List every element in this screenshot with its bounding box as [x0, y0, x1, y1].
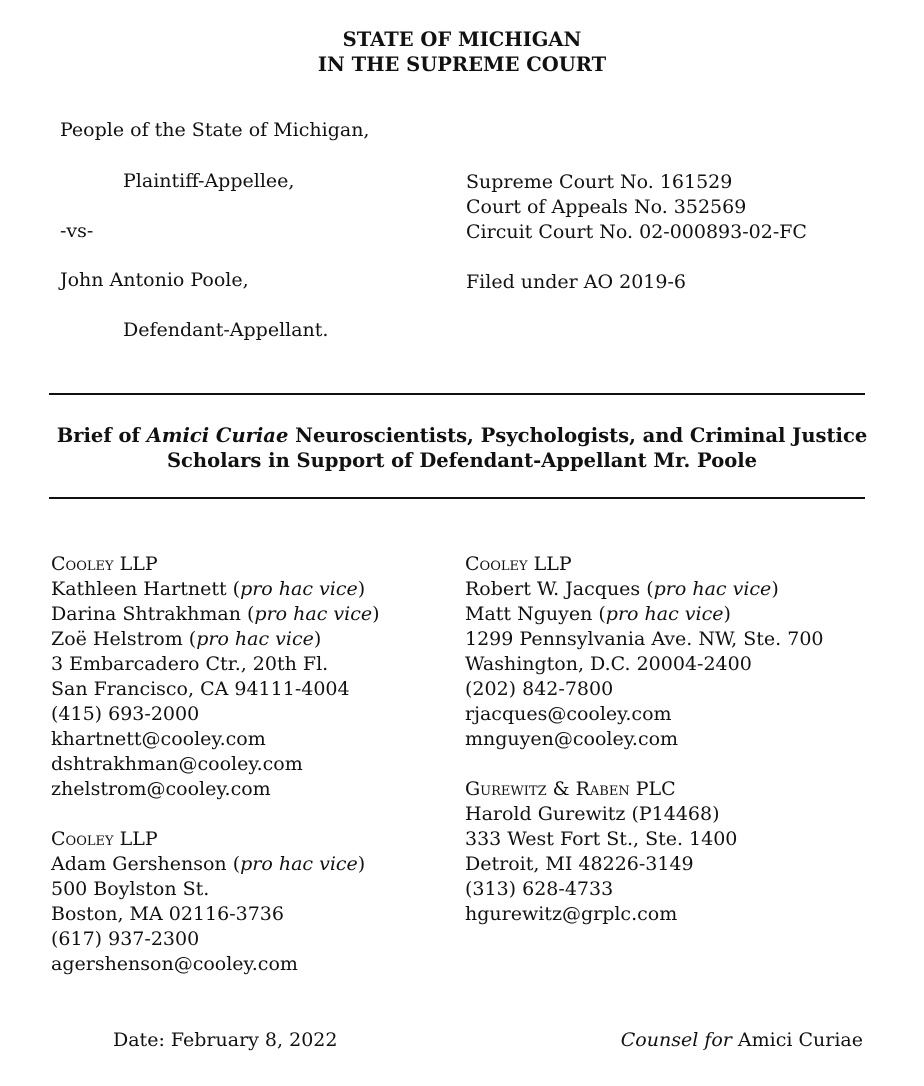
attorney-name: Harold Gurewitz (P14468): [465, 803, 720, 825]
attorney-line: [465, 802, 824, 827]
attorney-name: Adam Gershenson: [51, 853, 227, 875]
counsel-block: [465, 777, 824, 927]
pro-hac-vice-label: pro hac vice: [240, 578, 358, 600]
plaintiff-role: Plaintiff-Appellee,: [123, 170, 295, 192]
contact-line: rjacques@cooley.com: [465, 703, 672, 725]
circuit-court-number: Circuit Court No. 02-000893-02-FC: [466, 221, 807, 243]
counsel-block: [51, 827, 380, 977]
attorney-line: Kathleen Hartnett (pro hac vice): [51, 578, 366, 600]
counsel-for-rest: Amici Curiae: [731, 1029, 863, 1051]
law-firm-name: Cooley LLP: [465, 553, 572, 575]
defendant-role: Defendant-Appellant.: [123, 319, 329, 341]
brief-title-line-2: Scholars in Support of Defendant-Appellant Mr. Poole: [166, 449, 758, 472]
filing-date: Date: February 8, 2022: [113, 1029, 338, 1051]
contact-line: 1299 Pennsylvania Ave. NW, Ste. 700: [465, 628, 824, 650]
filed-under: Filed under AO 2019-6: [466, 271, 686, 293]
contact-line: (415) 693-2000: [51, 703, 200, 725]
law-firm-name: Gurewitz & Raben PLC: [465, 778, 676, 800]
attorney-line: Robert W. Jacques (pro hac vice): [465, 578, 779, 600]
attorney-name: Kathleen Hartnett: [51, 578, 227, 600]
pro-hac-vice-label: pro hac vice: [254, 603, 373, 625]
case-numbers: [466, 170, 807, 295]
title-prefix: Brief of: [56, 424, 147, 447]
versus-label: -vs-: [60, 220, 94, 242]
attorney-line: Adam Gershenson (pro hac vice): [51, 853, 366, 875]
plaintiff-name: People of the State of Michigan,: [60, 119, 370, 141]
contact-line: San Francisco, CA 94111-4004: [51, 678, 350, 700]
counsel-signature: [621, 1028, 863, 1053]
counsel-for-label: Counsel for: [620, 1029, 732, 1051]
law-firm-name: Cooley LLP: [51, 553, 158, 575]
court-heading: IN THE SUPREME COURT: [317, 53, 607, 76]
brief-title: [0, 423, 924, 473]
attorney-name: Darina Shtrakhman: [51, 603, 241, 625]
attorney-name: Matt Nguyen: [465, 603, 593, 625]
law-firm-name: Cooley LLP: [51, 828, 158, 850]
bottom-rule: [49, 497, 865, 499]
court-header: [0, 27, 924, 77]
contact-line: mnguyen@cooley.com: [465, 728, 679, 750]
counsel-column-left: [51, 552, 380, 1002]
contact-line: hgurewitz@grplc.com: [465, 903, 678, 925]
pro-hac-vice-label: pro hac vice: [240, 853, 358, 875]
contact-line: (313) 628-4733: [465, 878, 614, 900]
attorney-name: Robert W. Jacques: [465, 578, 641, 600]
attorney-line: Matt Nguyen (pro hac vice): [465, 603, 731, 625]
contact-line: 333 West Fort St., Ste. 1400: [465, 828, 738, 850]
pro-hac-vice-label: pro hac vice: [196, 628, 314, 650]
pro-hac-vice-label: pro hac vice: [653, 578, 772, 600]
state-heading: STATE OF MICHIGAN: [342, 28, 582, 51]
title-amici-curiae: Amici Curiae: [146, 424, 289, 447]
appeals-court-number: Court of Appeals No. 352569: [466, 196, 747, 218]
contact-line: zhelstrom@cooley.com: [51, 778, 271, 800]
title-line1-rest: Neuroscientists, Psychologists, and Criminal Justice: [288, 424, 868, 447]
contact-line: Washington, D.C. 20004-2400: [465, 653, 752, 675]
contact-line: khartnett@cooley.com: [51, 728, 266, 750]
contact-line: (202) 842-7800: [465, 678, 614, 700]
supreme-court-number: Supreme Court No. 161529: [466, 171, 733, 193]
counsel-block: [465, 552, 824, 752]
contact-line: 3 Embarcadero Ctr., 20th Fl.: [51, 653, 329, 675]
top-rule: [49, 393, 865, 395]
contact-line: agershenson@cooley.com: [51, 953, 298, 975]
brief-title-line-1: [0, 423, 924, 448]
contact-line: Boston, MA 02116-3736: [51, 903, 284, 925]
counsel-column-right: [465, 552, 824, 952]
contact-line: 500 Boylston St.: [51, 878, 210, 900]
defendant-name: John Antonio Poole,: [60, 269, 249, 291]
attorney-line: Darina Shtrakhman (pro hac vice): [51, 603, 380, 625]
contact-line: Detroit, MI 48226-3149: [465, 853, 694, 875]
attorney-line: Zoë Helstrom (pro hac vice): [51, 628, 322, 650]
attorney-name: Zoë Helstrom: [51, 628, 183, 650]
contact-line: (617) 937-2300: [51, 928, 200, 950]
counsel-block: [51, 552, 380, 802]
contact-line: dshtrakhman@cooley.com: [51, 753, 303, 775]
pro-hac-vice-label: pro hac vice: [605, 603, 724, 625]
